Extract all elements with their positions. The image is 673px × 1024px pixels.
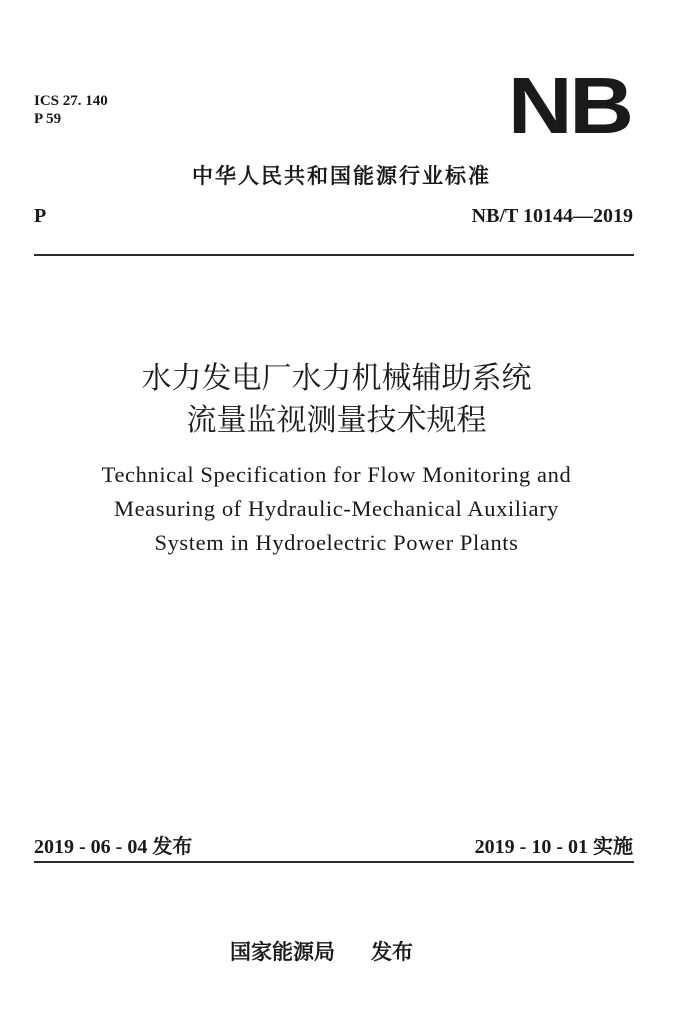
effective-date: 2019 - 10 - 01 实施 bbox=[474, 836, 633, 858]
ccs-line: P 59 bbox=[34, 111, 62, 127]
ics-line: ICS 27. 140 bbox=[34, 93, 108, 109]
standard-number: NB/T 10144—2019 bbox=[471, 205, 633, 227]
top-divider bbox=[34, 254, 634, 256]
issuer-name: 国家能源局 bbox=[230, 940, 335, 964]
title-en-line-1: Technical Specification for Flow Monitoring and bbox=[101, 462, 572, 487]
title-chinese bbox=[0, 358, 673, 442]
bottom-divider bbox=[34, 861, 634, 863]
publish-date: 2019 - 06 - 04 发布 bbox=[34, 836, 193, 858]
issuer-action: 发布 bbox=[371, 940, 413, 964]
title-cn-line-1: 水力发电厂水力机械辅助系统 bbox=[141, 361, 532, 396]
industry-standard-title: 中华人民共和国能源行业标准 bbox=[192, 164, 491, 188]
title-cn-line-2: 流量监视测量技术规程 bbox=[186, 403, 487, 438]
title-en-line-2: Measuring of Hydraulic-Mechanical Auxiliary bbox=[113, 496, 560, 521]
title-english bbox=[0, 458, 673, 560]
classification-code: P bbox=[34, 205, 47, 227]
title-en-line-3: System in Hydroelectric Power Plants bbox=[154, 530, 519, 555]
ics-code bbox=[34, 92, 108, 128]
nb-logo: NB bbox=[508, 61, 631, 150]
issuer-line bbox=[230, 936, 413, 966]
